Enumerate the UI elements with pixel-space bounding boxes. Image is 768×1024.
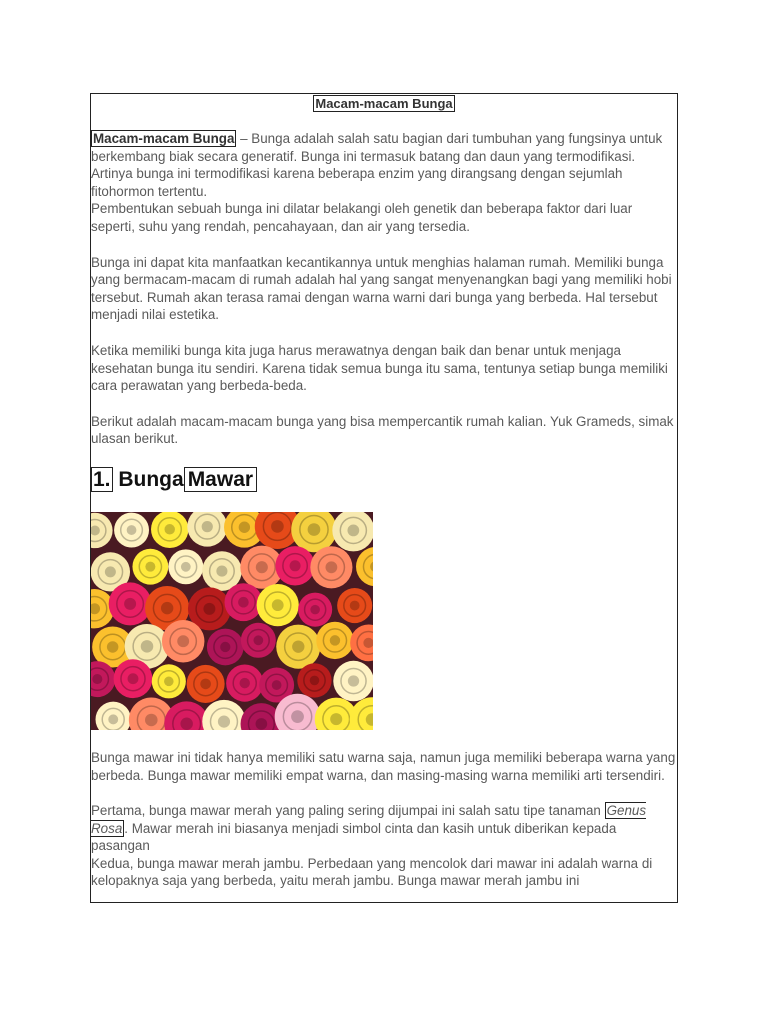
rose-center bbox=[330, 713, 342, 725]
rose-center bbox=[164, 676, 174, 686]
care-paragraph: Ketika memiliki bunga kita juga harus merawatnya dengan baik dan benar untuk menjaga kesehatan bunga itu sendiri. Karena tidak semua bunga itu sama, tentunya setiap bunga memiliki cara perawatan yang berbeda-beda. bbox=[91, 342, 668, 394]
rose-center bbox=[127, 525, 137, 535]
rose-center bbox=[107, 641, 118, 652]
rose-center bbox=[105, 566, 116, 577]
rose-center bbox=[330, 635, 340, 645]
rose-center bbox=[108, 714, 118, 724]
rose-center bbox=[256, 718, 268, 730]
rose-center bbox=[202, 521, 213, 532]
first-color-text-b: . Mawar merah ini biasanya menjadi simbol cinta dan kasih untuk diberikan kepada pasangan bbox=[91, 820, 617, 854]
rose-colors-paragraph: Bunga mawar ini tidak hanya memiliki satu warna saja, namun juga memiliki beberapa warna yang berbeda. Bunga mawar memiliki empat warna, dan masing-masing warna memiliki arti tersendiri. bbox=[91, 749, 676, 783]
section-word: Bunga bbox=[118, 467, 184, 491]
section-heading-mawar bbox=[91, 466, 677, 496]
intro-text: – Bunga adalah salah satu bagian dari tumbuhan yang fungsinya untuk berkembang biak secara generatif. Bunga ini termasuk batang dan daun yang termodifikasi. Artinya bunga ini termodifikasi karena beberapa enzim yang dirangsang dengan sejumlah fitohormon tertentu. bbox=[91, 131, 663, 199]
document-title[interactable]: Macam-macam Bunga bbox=[315, 96, 453, 111]
rose-center bbox=[239, 521, 250, 532]
rose-center bbox=[271, 520, 284, 533]
formation-paragraph: Pembentukan sebuah bunga ini dilatar belakangi oleh genetik dan beberapa faktor dari luar seperti, suhu yang rendah, pencahayaan, dan air yang tersedia. bbox=[91, 201, 633, 234]
rose-center bbox=[272, 599, 284, 611]
rose-center bbox=[290, 560, 301, 571]
rose-center bbox=[216, 565, 227, 576]
rose-center bbox=[348, 675, 359, 686]
rose-center bbox=[164, 524, 174, 534]
rose-center bbox=[310, 605, 320, 615]
spacer bbox=[91, 236, 677, 254]
intro-term-link[interactable]: Macam-macam Bunga bbox=[93, 131, 235, 146]
rose-center bbox=[292, 640, 304, 652]
list-intro-paragraph: Berikut adalah macam-macam bunga yang bisa mempercantik rumah kalian. Yuk Grameds, simak ulasan berikut. bbox=[91, 413, 674, 447]
rose-center bbox=[145, 562, 155, 572]
rose-center bbox=[310, 676, 320, 686]
rose-photo bbox=[91, 512, 373, 730]
document-body bbox=[91, 114, 677, 890]
second-color-paragraph: Kedua, bunga mawar merah jambu. Perbedaan yang mencolok dari mawar ini adalah warna di kelopaknya saja yang berbeda, yaitu merah jambu. Bunga mawar merah jambu ini bbox=[91, 855, 653, 889]
rose-center bbox=[240, 678, 250, 688]
intro-paragraph bbox=[91, 130, 677, 200]
rose-center bbox=[308, 523, 321, 536]
rose-center bbox=[141, 640, 154, 653]
rose-center bbox=[350, 601, 360, 611]
rose-center bbox=[347, 524, 359, 536]
rose-center bbox=[325, 561, 337, 573]
rose-center bbox=[253, 635, 263, 645]
rose-center bbox=[177, 635, 189, 647]
rose-center bbox=[161, 602, 173, 614]
genus-rosa-link[interactable]: Genus Rosa bbox=[91, 803, 647, 836]
rose-center bbox=[200, 678, 211, 689]
title-row bbox=[91, 95, 677, 114]
rose-center bbox=[145, 714, 158, 727]
section-number[interactable]: 1. bbox=[93, 467, 111, 491]
spacer bbox=[91, 784, 677, 802]
rose-center bbox=[291, 710, 304, 723]
rose-center bbox=[272, 680, 282, 690]
first-color-text-a: Pertama, bunga mawar merah yang paling sering dijumpai ini salah satu tipe tanaman bbox=[91, 803, 605, 819]
spacer bbox=[91, 324, 677, 342]
rose-center bbox=[92, 674, 102, 684]
rose-bouquet-image bbox=[91, 512, 373, 730]
section-name-link[interactable]: Mawar bbox=[184, 467, 257, 492]
spacer bbox=[91, 114, 677, 130]
rose-center bbox=[256, 561, 268, 573]
rose-center bbox=[128, 673, 139, 684]
spacer bbox=[91, 395, 677, 413]
document-page bbox=[90, 93, 678, 903]
benefit-paragraph: Bunga ini dapat kita manfaatkan kecantikannya untuk menghias halaman rumah. Memiliki bunga yang bermacam-macam di rumah adalah hal yang sangat menyenangkan bagi yang memiliki hobi tersebut. Rumah akan terasa ramai dengan warna warni dari bunga yang berbeda. Hal tersebut menjadi nilai estetika. bbox=[91, 254, 672, 323]
rose-center bbox=[124, 598, 136, 610]
rose-center bbox=[238, 597, 249, 608]
first-color-paragraph bbox=[91, 802, 677, 855]
rose-center bbox=[220, 642, 230, 652]
rose-center bbox=[181, 562, 191, 572]
rose-center bbox=[180, 717, 192, 729]
rose-center bbox=[203, 603, 215, 615]
rose-center bbox=[218, 715, 230, 727]
